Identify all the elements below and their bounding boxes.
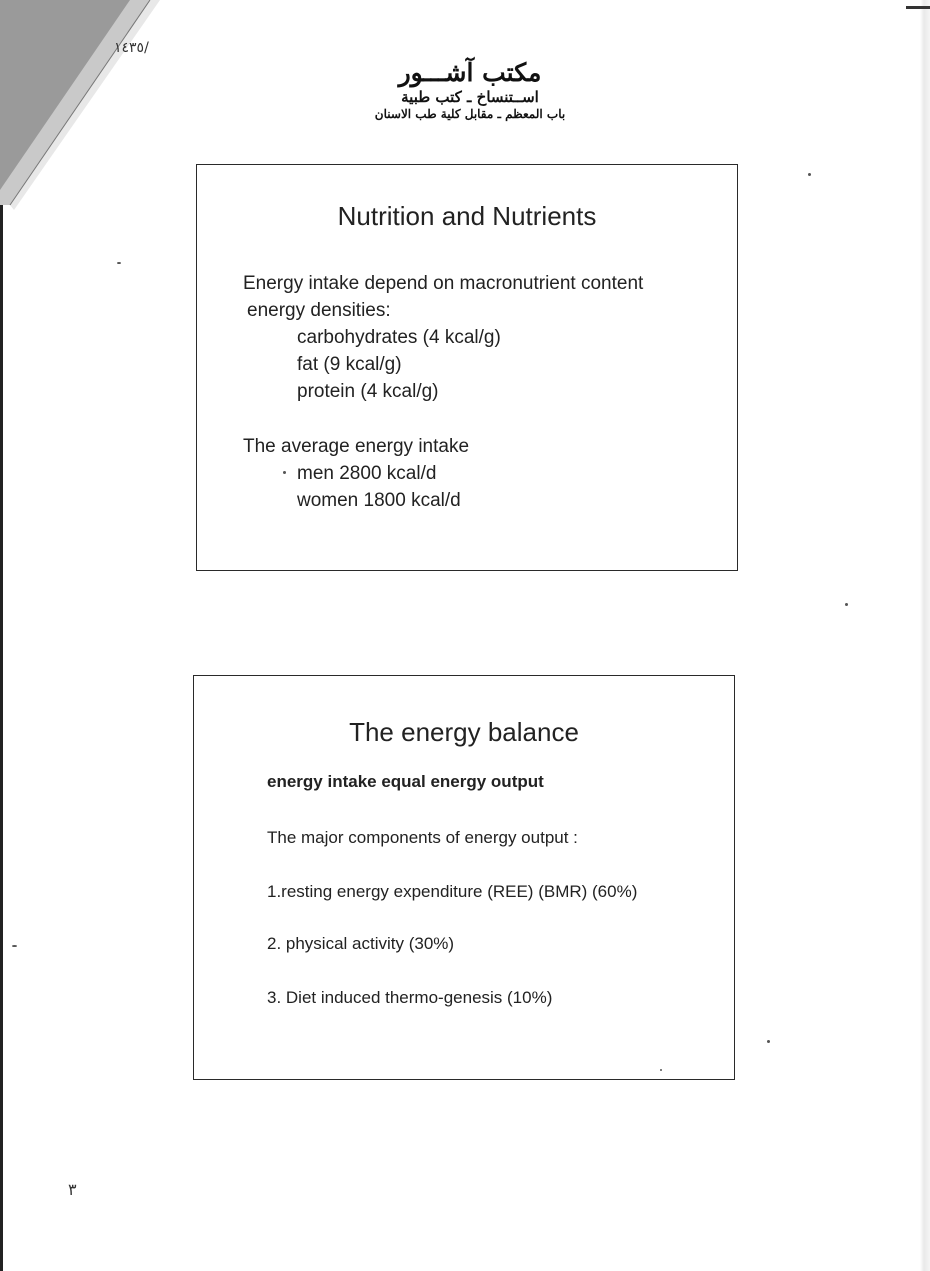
- page-number: ٣: [68, 1180, 77, 1199]
- slide1-title: Nutrition and Nutrients: [337, 201, 597, 231]
- scan-speck: [117, 262, 121, 264]
- slide-energy-balance: [193, 675, 735, 1080]
- bullet-dot: [283, 471, 286, 474]
- slide1-average-women: women 1800 kcal/d: [297, 490, 461, 511]
- slide2-intro: The major components of energy output :: [267, 828, 578, 847]
- scan-speck: [845, 603, 848, 606]
- slide2-component-thermogenesis: 3. Diet induced thermo-genesis (10%): [267, 988, 553, 1007]
- handwritten-date: ‏/١٤٣٥: [114, 40, 149, 56]
- scan-speck: [660, 1069, 662, 1071]
- slide1-average-men: men 2800 kcal/d: [297, 463, 437, 484]
- scan-edge-mark: [906, 6, 930, 9]
- folded-corner: [0, 0, 160, 210]
- slide1-average-heading: The average energy intake: [243, 436, 470, 457]
- slide2-title: The energy balance: [349, 717, 579, 747]
- slide-nutrition: [196, 164, 738, 571]
- slide1-line-energy-densities: energy densities:: [247, 300, 391, 321]
- scan-speck: [12, 945, 17, 947]
- slide1-item-carbohydrates: carbohydrates (4 kcal/g): [297, 327, 501, 348]
- slide1-item-protein: protein (4 kcal/g): [297, 381, 439, 402]
- slide2-subtitle: energy intake equal energy output: [267, 772, 544, 791]
- slide1-item-fat: fat (9 kcal/g): [297, 354, 402, 375]
- slide1-line-energy-intake: Energy intake depend on macronutrient content: [243, 273, 644, 294]
- slide2-component-activity: 2. physical activity (30%): [267, 934, 455, 953]
- stamp-address: باب المعظم ـ مقابل كلية طب الاسنان: [374, 107, 566, 121]
- scan-right-edge: [920, 0, 930, 1271]
- scan-speck: [808, 173, 811, 176]
- copy-shop-stamp: [360, 58, 580, 122]
- stamp-shop-name: مكتب آشـــور: [398, 58, 542, 87]
- slide2-component-ree: 1.resting energy expenditure (REE) (BMR) (60%): [267, 882, 638, 901]
- stamp-service: اســتنساخ ـ كتب طبية: [401, 88, 539, 106]
- scan-speck: [767, 1040, 770, 1043]
